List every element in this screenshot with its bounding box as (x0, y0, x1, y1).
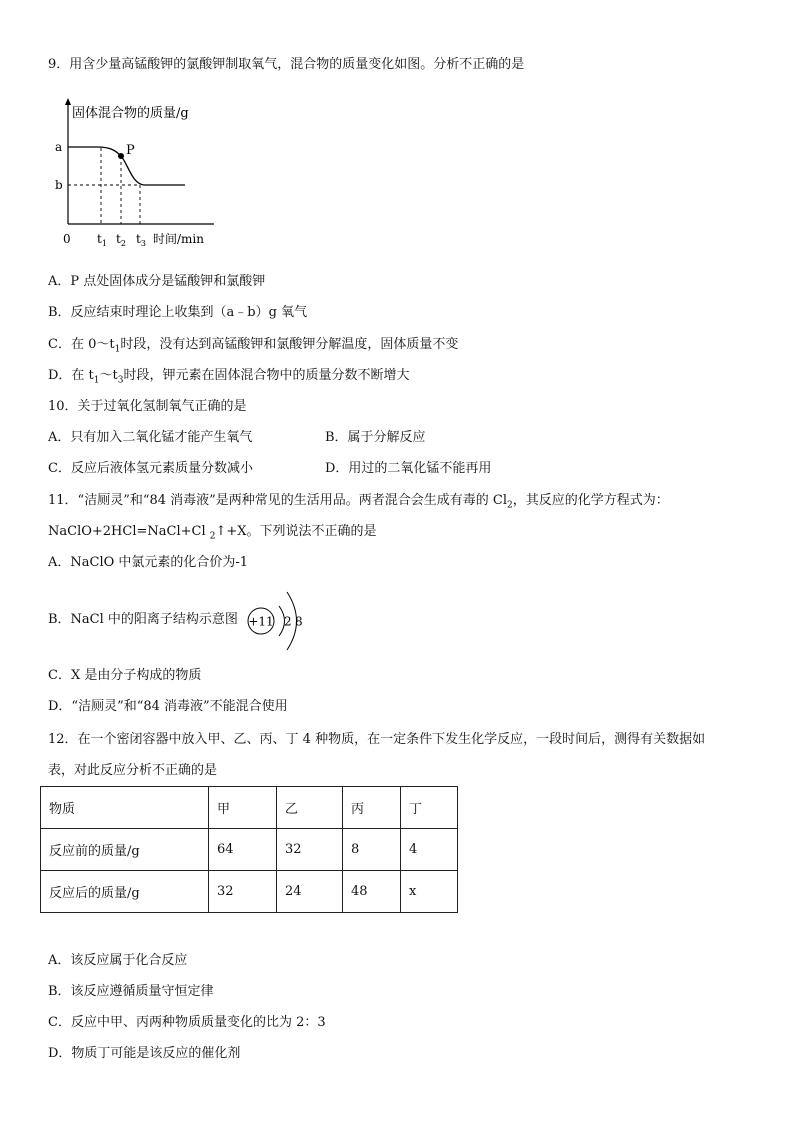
q11-option-c: C．X 是由分子构成的物质 (48, 668, 202, 683)
table-cell: 4 (401, 829, 458, 871)
a-label: a (55, 140, 63, 154)
table-cell: 反应前的质量/g (41, 829, 209, 871)
q9-stem: 9．用含少量高锰酸钾的氯酸钾制取氧气，混合物的质量变化如图。分析不正确的是 (48, 57, 525, 72)
x-axis-label: 时间/min (153, 232, 204, 246)
table-header-row (41, 787, 458, 829)
t1-label: $t_1$ (97, 232, 107, 248)
q11-option-b: B．NaCl 中的阳离子结构示意图 (48, 612, 238, 627)
table-row (41, 871, 458, 913)
origin-label: 0 (63, 232, 71, 246)
table-cell: 64 (209, 829, 277, 871)
q10-option-d: D．用过的二氧化锰不能再用 (325, 461, 492, 476)
b-label: b (55, 178, 63, 192)
q9-option-b: B．反应结束时理论上收集到（a﹣b）g 氧气 (48, 305, 308, 320)
p-label: P (126, 143, 135, 158)
table-cell: 48 (343, 871, 401, 913)
q11-option-d: D．“洁厕灵”和“84 消毒液”不能混合使用 (48, 699, 288, 714)
t3-label: $t_3$ (136, 232, 146, 248)
q12-option-a: A．该反应属于化合反应 (48, 953, 188, 968)
q9-option-c: C．在 $0\sim t_1$时段，没有达到高锰酸钾和氯酸钾分解温度，固体质量不变 (48, 337, 459, 355)
table-cell: 24 (277, 871, 343, 913)
q11-option-a: A．NaClO 中氯元素的化合价为-1 (48, 555, 249, 570)
sodium-ion-structure-diagram (244, 586, 316, 656)
table-header-cell: 物质 (41, 787, 209, 829)
q12-option-b: B．该反应遵循质量守恒定律 (48, 984, 214, 999)
table-cell: 8 (343, 829, 401, 871)
q9-option-a: A．P 点处固体成分是锰酸钾和氯酸钾 (48, 274, 266, 289)
table-cell: x (401, 871, 458, 913)
q12-option-d: D．物质丁可能是该反应的催化剂 (48, 1046, 241, 1061)
nucleus-charge: +11 (248, 614, 274, 629)
shell-1-count: 2 (284, 614, 292, 629)
q11-equation: NaClO+2HCl=NaCl+Cl $_2$↑+X。下列说法不正确的是 (48, 524, 377, 542)
mass-data-table (40, 786, 458, 913)
table-cell: 反应后的质量/g (41, 871, 209, 913)
q10-option-c: C．反应后液体氢元素质量分数减小 (48, 461, 253, 476)
q12-stem-line1: 12．在一个密闭容器中放入甲、乙、丙、丁 4 种物质，在一定条件下发生化学反应，一段时间后，测得有关数据如 (48, 732, 706, 747)
y-axis-arrow (65, 98, 71, 105)
q10-stem: 10．关于过氧化氢制氧气正确的是 (48, 399, 247, 414)
table-header-cell: 丁 (401, 787, 458, 829)
q12-option-c: C．反应中甲、丙两种物质质量变化的比为 2：3 (48, 1015, 326, 1030)
shell-2-count: 8 (295, 614, 303, 629)
q12-stem-line2: 表，对此反应分析不正确的是 (48, 763, 218, 778)
t2-label: $t_2$ (116, 232, 126, 248)
y-axis-label: 固体混合物的质量/g (72, 106, 189, 121)
table-row (41, 829, 458, 871)
point-p (118, 153, 124, 159)
mass-time-graph (52, 96, 222, 254)
table-header-cell: 乙 (277, 787, 343, 829)
q10-option-b: B．属于分解反应 (325, 430, 426, 445)
q10-option-a: A．只有加入二氧化锰才能产生氧气 (48, 430, 253, 445)
table-cell: 32 (209, 871, 277, 913)
q9-option-d: D．在 $t_1\sim t_3$时段，钾元素在固体混合物中的质量分数不断增大 (48, 368, 410, 386)
table-header-cell: 甲 (209, 787, 277, 829)
table-header-cell: 丙 (343, 787, 401, 829)
table-cell: 32 (277, 829, 343, 871)
q11-stem: 11．“洁厕灵”和“84 消毒液”是两种常见的生活用品。两者混合会生成有毒的 $Cl_2$，其反应的化学方程式为： (48, 493, 669, 511)
